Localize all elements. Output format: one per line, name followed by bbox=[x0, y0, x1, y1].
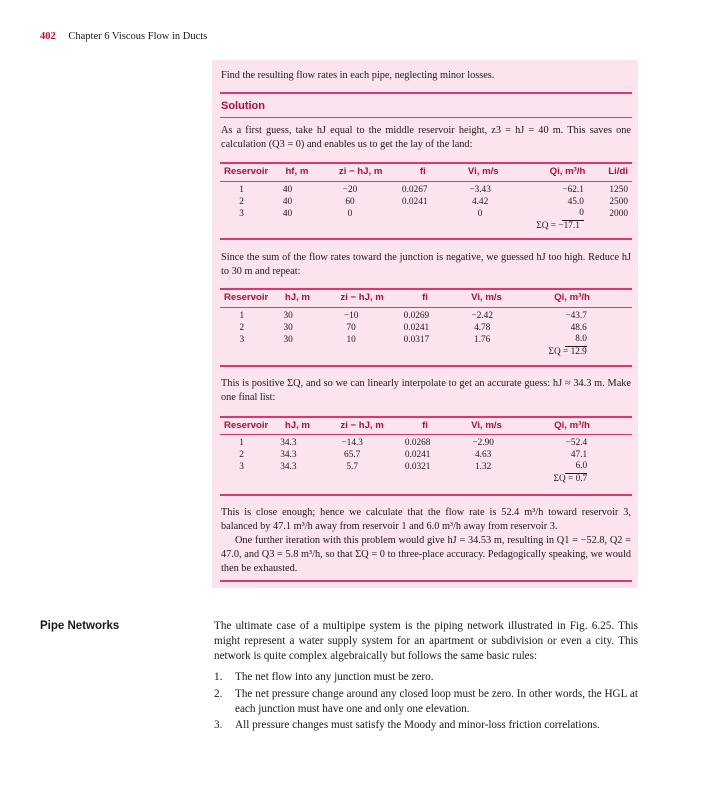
page-number: 402 bbox=[40, 31, 56, 42]
section-paragraph: The ultimate case of a multipipe system is the piping network illustrated in Fig. 6.25. This might represent a water supply system for an apartment or subdivision or even a city. This network is quite complex algebraically but follows the same basic rules: bbox=[214, 620, 638, 662]
column-header: Vi, m/s bbox=[471, 420, 502, 432]
column-header: hf, m bbox=[285, 166, 309, 178]
table-sum: ΣQ = 12.9 bbox=[548, 346, 587, 357]
iteration-table-2-body bbox=[220, 311, 632, 358]
column-header: fi bbox=[422, 292, 428, 304]
table-sum: ΣQ = −17.1 bbox=[536, 220, 580, 231]
table-row bbox=[220, 474, 632, 486]
table-row bbox=[220, 347, 632, 359]
divider bbox=[220, 92, 632, 94]
iteration-table-3 bbox=[220, 418, 632, 434]
column-header: hJ, m bbox=[284, 420, 310, 432]
column-header: Qi, m³/h bbox=[549, 166, 586, 178]
running-header bbox=[40, 31, 207, 42]
column-header: fi bbox=[419, 166, 426, 178]
solution-paragraph-1: As a first guess, take hJ equal to the middle reservoir height, z3 = hJ = 40 m. This saves one calculation (Q3 = 0) and enables us to get the lay of the land: bbox=[221, 125, 631, 150]
solution-paragraph-2: Since the sum of the flow rates toward the junction is negative, we guessed hJ too high. Reduce hJ to 30 m and repeat: bbox=[221, 252, 631, 277]
divider bbox=[220, 365, 632, 367]
column-header: zi − hJ, m bbox=[340, 420, 384, 432]
iteration-table-1-body bbox=[220, 185, 632, 232]
table-row: 1 34.3 −14.3 0.0268 −2.90 −52.4 bbox=[239, 438, 588, 448]
column-header: Reservoir bbox=[224, 292, 269, 304]
list-item: 2. The net pressure change around any closed loop must be zero. In other words, the HGL at each junction must have one and only one elevation. bbox=[214, 688, 638, 715]
example-intro: Find the resulting flow rates in each pipe, neglecting minor losses. bbox=[221, 70, 495, 81]
running-title: Chapter 6 Viscous Flow in Ducts bbox=[68, 31, 208, 42]
solution-label: Solution bbox=[221, 100, 265, 112]
column-header: Li/di bbox=[608, 166, 628, 178]
divider bbox=[220, 580, 632, 582]
column-header: hJ, m bbox=[284, 292, 310, 304]
column-header: fi bbox=[422, 420, 428, 432]
column-header: Qi, m³/h bbox=[554, 292, 590, 304]
list-item: 3. All pressure changes must satisfy the Moody and minor-loss friction correlations. bbox=[214, 719, 600, 731]
table-row: 2 34.3 65.7 0.0241 4.63 47.1 bbox=[239, 449, 588, 460]
table-row: 2 30 70 0.0241 4.78 48.6 bbox=[239, 322, 587, 333]
column-header: Qi, m³/h bbox=[554, 420, 590, 432]
divider bbox=[220, 181, 632, 182]
table-row: 1 30 −10 0.0269 −2.42 −43.7 bbox=[239, 311, 587, 321]
list-item: 1. The net flow into any junction must be zero. bbox=[214, 671, 434, 683]
table-row bbox=[220, 221, 632, 233]
iteration-table-1 bbox=[220, 164, 632, 180]
table-row: 3 40 0 0 0 2000 bbox=[239, 208, 628, 219]
solution-paragraph-5: One further iteration with this problem would give hJ = 34.53 m, resulting in Q1 = −52.8, Q2 = 47.0, and Q3 = 5.8 m³/h, so that ΣQ = 0 to three-place accuracy. Pedagogically speaking, we would then be exhausted. bbox=[221, 535, 631, 574]
column-header: Reservoir bbox=[224, 166, 269, 178]
divider bbox=[220, 434, 632, 435]
section-heading: Pipe Networks bbox=[40, 620, 120, 632]
table-row: 2 40 60 0.0241 4.42 45.0 2500 bbox=[239, 196, 628, 207]
iteration-table-3-body bbox=[220, 438, 632, 485]
iteration-table-2 bbox=[220, 290, 632, 306]
table-row: 3 30 10 0.0317 1.76 8.0 bbox=[239, 334, 587, 345]
table-row: 1 40 −20 0.0267 −3.43 −62.1 1250 bbox=[239, 185, 628, 195]
table-sum: ΣQ = 0.7 bbox=[553, 473, 588, 484]
column-header: zi − hJ, m bbox=[340, 292, 384, 304]
solution-paragraph-3: This is positive ΣQ, and so we can linearly interpolate to get an accurate guess: hJ ≈ 34.3 m. Make one final list: bbox=[221, 378, 631, 403]
divider bbox=[220, 494, 632, 496]
divider bbox=[220, 238, 632, 240]
column-header: Vi, m/s bbox=[467, 166, 499, 178]
column-header: zi − hJ, m bbox=[338, 166, 383, 178]
column-header: Reservoir bbox=[224, 420, 269, 432]
column-header: Vi, m/s bbox=[471, 292, 502, 304]
table-row: 3 34.3 5.7 0.0321 1.32 6.0 bbox=[239, 461, 588, 472]
divider bbox=[220, 307, 632, 308]
divider bbox=[220, 117, 632, 118]
solution-paragraph-4: This is close enough; hence we calculate that the flow rate is 52.4 m³/h toward reservoir 3, balanced by 47.1 m³/h away from reservoir 1 and 6.0 m³/h away from reservoir 3. bbox=[221, 507, 631, 532]
